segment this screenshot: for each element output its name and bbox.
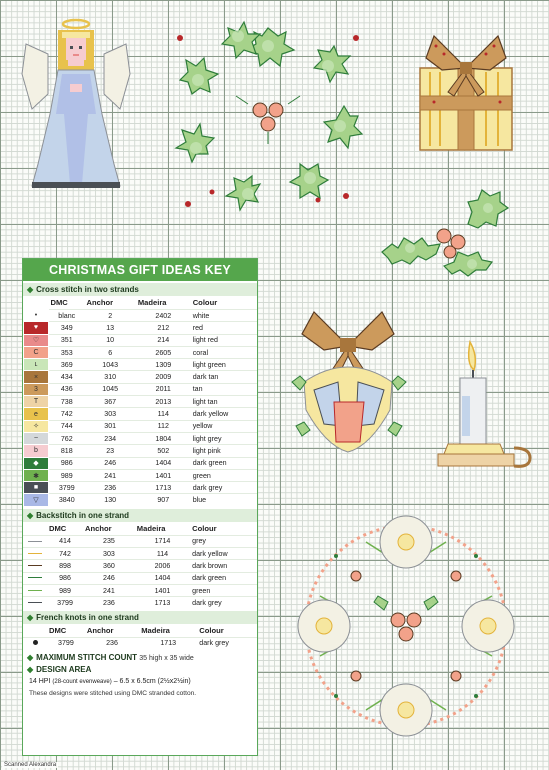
madeira-cell: 2013	[136, 396, 191, 408]
dmc-cell: 3840	[49, 494, 85, 506]
line-sample-cell	[23, 584, 47, 596]
colour-cell: light red	[191, 334, 257, 346]
colour-cell: green	[190, 584, 257, 596]
anchor-cell: 13	[85, 322, 136, 334]
dmc-cell: 434	[49, 371, 85, 383]
french-knots-heading-label: French knots in one strand	[36, 612, 139, 622]
column-header: DMC	[50, 298, 68, 307]
thread-key-panel	[22, 258, 258, 756]
colour-cell: dark brown	[190, 560, 257, 572]
anchor-cell: 246	[85, 457, 136, 469]
scan-credit: Scanned Alexandra	[4, 762, 57, 768]
stitch-symbol-icon: ×	[24, 371, 49, 383]
table-row	[24, 359, 258, 371]
table-row	[24, 469, 258, 481]
table-row	[24, 371, 258, 383]
stitch-symbol-icon: ~	[24, 432, 49, 444]
table-row	[23, 597, 257, 609]
anchor-cell: 10	[85, 334, 136, 346]
anchor-cell: 241	[83, 584, 135, 596]
gift-box-motif	[414, 22, 518, 154]
column-header: Anchor	[86, 625, 114, 635]
dmc-cell: 762	[49, 432, 85, 444]
madeira-cell: 2605	[136, 346, 191, 358]
max-stitch-count	[23, 652, 257, 664]
column-header: Colour	[199, 625, 224, 635]
stitch-symbol-icon: •	[24, 310, 49, 322]
stitch-symbol-icon: ■	[24, 482, 49, 494]
diamond-bullet-icon: ◆	[27, 285, 34, 294]
design-area-heading	[23, 664, 257, 676]
colour-cell: blue	[191, 494, 257, 506]
dmc-cell: 3799	[49, 482, 85, 494]
madeira-cell: 2006	[135, 560, 190, 572]
table-row	[24, 383, 258, 395]
cross-stitch-heading-label: Cross stitch in two strands	[36, 285, 139, 294]
anchor-cell: 303	[83, 548, 135, 560]
candle-motif	[430, 336, 540, 476]
diamond-bullet-icon: ◆	[27, 612, 34, 622]
dmc-cell: 898	[47, 560, 83, 572]
design-size: – 6.5 x 6.5cm (2½x2½in)	[113, 677, 191, 685]
backstitch-line-icon	[28, 565, 42, 566]
madeira-cell: 1404	[136, 457, 191, 469]
dmc-cell: 369	[49, 359, 85, 371]
backstitch-rows	[23, 535, 257, 608]
madeira-cell: 2009	[136, 371, 191, 383]
madeira-cell: 214	[136, 334, 191, 346]
table-row	[24, 420, 258, 432]
colour-cell: dark grey	[190, 597, 257, 609]
max-stitch-value: 35 high x 35 wide	[139, 654, 194, 662]
bauble-motif	[284, 306, 414, 456]
dmc-cell: 989	[47, 584, 83, 596]
stitch-symbol-icon: ✧	[24, 420, 49, 432]
dmc-cell: 742	[47, 548, 83, 560]
madeira-cell: 2011	[136, 383, 191, 395]
colour-cell: light tan	[191, 396, 257, 408]
knot-column-header	[23, 624, 47, 638]
design-area-label: DESIGN AREA	[36, 664, 92, 674]
symbol-column-header	[24, 296, 49, 310]
anchor-cell: 367	[85, 396, 136, 408]
cross-stitch-rows	[24, 310, 258, 507]
anchor-cell: 23	[85, 445, 136, 457]
line-sample-cell	[23, 548, 47, 560]
anchor-cell: 246	[83, 572, 135, 584]
french-knot-icon	[33, 640, 38, 645]
madeira-cell: 502	[136, 445, 191, 457]
backstitch-heading	[23, 509, 257, 522]
anchor-cell: 241	[85, 469, 136, 481]
backstitch-line-icon	[28, 577, 42, 578]
line-sample-cell	[23, 560, 47, 572]
diamond-bullet-icon: ◆	[27, 652, 34, 662]
french-knots-heading	[23, 611, 257, 624]
dmc-cell: 3799	[47, 597, 83, 609]
colour-cell: light green	[191, 359, 257, 371]
colour-cell: green	[191, 469, 257, 481]
knot-sample-cell	[23, 637, 47, 649]
madeira-cell: 2402	[136, 310, 191, 322]
table-row	[24, 494, 258, 506]
table-row	[24, 482, 258, 494]
colour-cell: dark grey	[191, 482, 257, 494]
madeira-cell: 1713	[135, 597, 190, 609]
dmc-cell: 349	[49, 322, 85, 334]
madeira-cell: 114	[135, 548, 190, 560]
column-header: DMC	[49, 625, 67, 635]
colour-cell: grey	[190, 535, 257, 547]
colour-cell: red	[191, 322, 257, 334]
dmc-cell: 414	[47, 535, 83, 547]
backstitch-heading-label: Backstitch in one strand	[36, 510, 130, 520]
table-row	[23, 548, 257, 560]
holly-sprig-motif	[378, 178, 524, 278]
colour-cell: yellow	[191, 420, 257, 432]
table-row	[24, 322, 258, 334]
colour-cell: dark grey	[197, 637, 257, 649]
french-knots-table	[23, 624, 257, 649]
table-row	[23, 535, 257, 547]
stitch-symbol-icon: 3	[24, 383, 49, 395]
anchor-cell: 303	[85, 408, 136, 420]
diamond-bullet-icon: ◆	[27, 510, 34, 520]
dmc-cell: 738	[49, 396, 85, 408]
max-stitch-label: MAXIMUM STITCH COUNT	[36, 652, 138, 662]
dmc-cell: 436	[49, 383, 85, 395]
anchor-cell: 235	[83, 535, 135, 547]
table-row	[23, 637, 257, 649]
colour-cell: white	[191, 310, 257, 322]
backstitch-line-icon	[28, 590, 42, 591]
french-knots-rows	[23, 637, 257, 649]
column-header: Madeira	[137, 298, 167, 307]
stitch-symbol-icon: ◆	[24, 457, 49, 469]
backstitch-line-icon	[28, 541, 42, 542]
anchor-cell: 2	[85, 310, 136, 322]
dmc-cell: 989	[49, 469, 85, 481]
table-row	[24, 334, 258, 346]
stitch-symbol-icon: C	[24, 346, 49, 358]
colour-cell: coral	[191, 346, 257, 358]
dmc-cell: 744	[49, 420, 85, 432]
anchor-cell: 360	[83, 560, 135, 572]
colour-cell: light grey	[191, 432, 257, 444]
stitch-symbol-icon: ♡	[24, 334, 49, 346]
wreath-motif	[168, 14, 368, 214]
column-header: DMC	[49, 523, 67, 533]
madeira-cell: 1713	[136, 482, 191, 494]
madeira-cell: 1404	[135, 572, 190, 584]
colour-cell: light pink	[191, 445, 257, 457]
stitch-symbol-icon: e	[24, 408, 49, 420]
design-area-detail	[23, 676, 257, 688]
dmc-cell: 742	[49, 408, 85, 420]
anchor-cell: 6	[85, 346, 136, 358]
backstitch-line-icon	[28, 602, 42, 603]
colour-cell: dark yellow	[191, 408, 257, 420]
dmc-cell: 986	[47, 572, 83, 584]
stitch-symbol-icon: ʟ	[24, 359, 49, 371]
madeira-cell: 1804	[136, 432, 191, 444]
stitch-symbol-icon: ✱	[24, 469, 49, 481]
table-row	[23, 572, 257, 584]
madeira-cell: 1401	[135, 584, 190, 596]
dmc-cell: 351	[49, 334, 85, 346]
anchor-cell: 234	[85, 432, 136, 444]
anchor-cell: 301	[85, 420, 136, 432]
dmc-cell: blanc	[49, 310, 85, 322]
key-title: CHRISTMAS GIFT IDEAS KEY	[23, 259, 257, 281]
line-sample-cell	[23, 597, 47, 609]
table-row	[23, 560, 257, 572]
design-hpi: 14 HPI	[29, 677, 51, 685]
column-header: Anchor	[85, 523, 112, 533]
line-sample-cell	[23, 535, 47, 547]
anchor-cell: 236	[85, 482, 136, 494]
table-row	[23, 584, 257, 596]
stitch-symbol-icon: ♥	[24, 322, 49, 334]
colour-cell: tan	[191, 383, 257, 395]
madeira-cell: 1713	[139, 637, 197, 649]
table-row	[24, 346, 258, 358]
backstitch-table	[23, 522, 257, 609]
line-sample-cell	[23, 572, 47, 584]
stitch-symbol-icon: b	[24, 445, 49, 457]
cross-stitch-table	[23, 296, 257, 507]
backstitch-line-icon	[28, 553, 42, 554]
table-row	[24, 310, 258, 322]
cross-stitch-heading	[23, 283, 257, 296]
column-header: Madeira	[136, 523, 166, 533]
colour-cell: dark green	[191, 457, 257, 469]
column-header: Madeira	[141, 625, 170, 635]
madeira-cell: 212	[136, 322, 191, 334]
dmc-cell: 353	[49, 346, 85, 358]
dmc-cell: 3799	[47, 637, 85, 649]
dmc-cell: 986	[49, 457, 85, 469]
floral-round-motif	[276, 506, 536, 746]
stitch-symbol-icon: ▽	[24, 494, 49, 506]
colour-cell: dark yellow	[190, 548, 257, 560]
anchor-cell: 310	[85, 371, 136, 383]
dmc-cell: 818	[49, 445, 85, 457]
madeira-cell: 1714	[135, 535, 190, 547]
madeira-cell: 112	[136, 420, 191, 432]
line-column-header	[23, 522, 47, 536]
table-row	[24, 457, 258, 469]
table-row	[24, 408, 258, 420]
anchor-cell: 1043	[85, 359, 136, 371]
angel-motif	[18, 14, 148, 194]
anchor-cell: 130	[85, 494, 136, 506]
stitch-symbol-icon: T	[24, 396, 49, 408]
colour-cell: dark green	[190, 572, 257, 584]
diamond-bullet-icon: ◆	[27, 664, 34, 674]
column-header: Anchor	[86, 298, 114, 307]
madeira-cell: 114	[136, 408, 191, 420]
colour-cell: dark tan	[191, 371, 257, 383]
madeira-cell: 1401	[136, 469, 191, 481]
table-row	[24, 396, 258, 408]
madeira-cell: 907	[136, 494, 191, 506]
table-row	[24, 432, 258, 444]
column-header: Colour	[192, 523, 217, 533]
table-row	[24, 445, 258, 457]
anchor-cell: 1045	[85, 383, 136, 395]
column-header: Colour	[192, 298, 218, 307]
anchor-cell: 236	[85, 637, 139, 649]
anchor-cell: 236	[83, 597, 135, 609]
stitching-note: These designs were stitched using DMC stranded cotton.	[29, 689, 197, 697]
design-fabric: (28-count evenweave)	[52, 678, 112, 685]
madeira-cell: 1309	[136, 359, 191, 371]
